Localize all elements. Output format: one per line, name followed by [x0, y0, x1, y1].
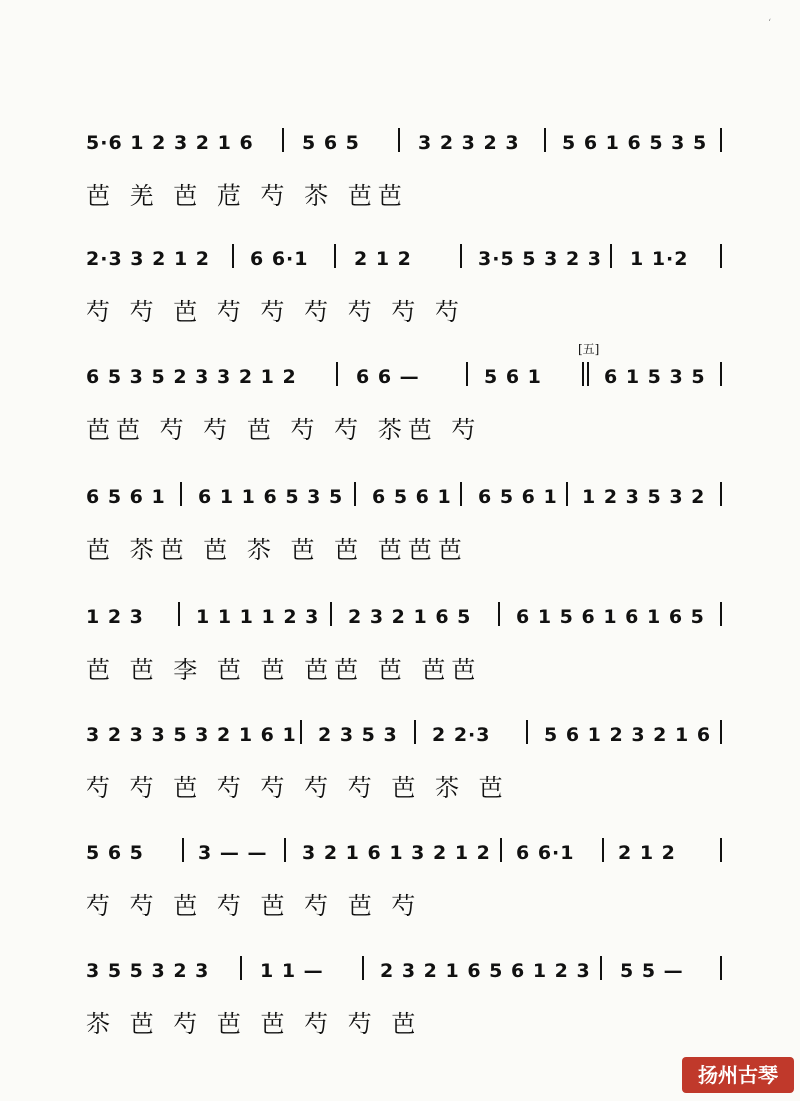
measure-4: 5 5 —	[620, 960, 684, 982]
measure-4: 6 6·1	[516, 842, 575, 864]
tablature-row: 苶 芭 芍 芭 芭 芍 芍 芭	[86, 1010, 422, 1038]
measure-5: 1 1·2	[630, 248, 689, 270]
corner-tick: ‘	[768, 18, 772, 29]
notation-row	[86, 606, 722, 636]
tablature-row: 芍 芍 芭 芍 芭 芍 芭 芍	[86, 892, 422, 920]
measure-4: 3·5 5 3 2 3	[478, 248, 602, 270]
measure-3: 2 3 2 1 6 5 6 1 2 3	[380, 960, 591, 982]
measure-2: 6 6 —	[356, 366, 420, 388]
measure-2: 3 — —	[198, 842, 268, 864]
barline	[336, 362, 338, 386]
measure-4: 5 6 1 2 3 2 1 6	[544, 724, 712, 746]
barline	[334, 244, 336, 268]
barline	[178, 602, 180, 626]
barline	[284, 838, 286, 862]
measure-3: 3 2 3 2 3	[418, 132, 520, 154]
tablature-row: 芍 芍 芭 芍 芍 芍 芍 芭 苶 芭	[86, 774, 509, 802]
barline	[460, 482, 462, 506]
barline	[498, 602, 500, 626]
watermark-logo: 扬州古琴	[682, 1057, 794, 1093]
tablature-row: 芍 芍 芭 芍 芍 芍 芍 芍 芍	[86, 298, 466, 326]
measure-3: 5 6 1	[484, 366, 542, 388]
measure-2: 1 1 1 1 2 3	[196, 606, 320, 628]
barline	[180, 482, 182, 506]
barline	[354, 482, 356, 506]
barline	[362, 956, 364, 980]
measure-2: 6 6·1	[250, 248, 309, 270]
barline	[414, 720, 416, 744]
measure-5: 1 2 3 5 3 2	[582, 486, 706, 508]
tablature-row: 芭芭 芍 芍 芭 芍 芍 苶芭 芍	[86, 416, 482, 444]
barline	[330, 602, 332, 626]
barline	[720, 602, 722, 626]
barline	[720, 482, 722, 506]
barline	[600, 956, 602, 980]
barline	[720, 244, 722, 268]
barline	[720, 128, 722, 152]
measure-4: 5 6 1 6 5 3 5	[562, 132, 708, 154]
measure-4: 6 1 5 3 5	[604, 366, 706, 388]
tablature-row: 芭 羌 芭 苊 芍 苶 芭芭	[86, 182, 408, 210]
measure-4: 6 1 5 6 1 6 1 6 5	[516, 606, 705, 628]
barline	[566, 482, 568, 506]
measure-2: 5 6 5	[302, 132, 360, 154]
barline	[720, 838, 722, 862]
tablature-row: 芭 芭 李 芭 芭 芭芭 芭 芭芭	[86, 656, 482, 684]
measure-1: 6 5 3 5 2 3 3 2 1 2	[86, 366, 297, 388]
measure-3: 2 2·3	[432, 724, 491, 746]
barline	[500, 838, 502, 862]
notation-row	[86, 724, 722, 754]
measure-1: 6 5 6 1	[86, 486, 166, 508]
barline	[602, 838, 604, 862]
measure-2: 1 1 —	[260, 960, 324, 982]
measure-1: 5·6 1 2 3 2 1 6	[86, 132, 254, 154]
measure-3: 2 3 2 1 6 5	[348, 606, 472, 628]
measure-3: 6 5 6 1	[372, 486, 452, 508]
barline	[300, 720, 302, 744]
notation-row	[86, 248, 722, 278]
double-barline	[587, 362, 589, 386]
notation-row	[86, 960, 722, 990]
measure-3: 3 2 1 6 1 3 2 1 2	[302, 842, 491, 864]
measure-5: 2 1 2	[618, 842, 676, 864]
measure-2: 6 1 1 6 5 3 5	[198, 486, 344, 508]
notation-row	[86, 486, 722, 516]
barline	[466, 362, 468, 386]
notation-row	[86, 132, 722, 162]
barline	[610, 244, 612, 268]
barline	[232, 244, 234, 268]
double-barline	[582, 362, 584, 386]
measure-2: 2 3 5 3	[318, 724, 398, 746]
measure-1: 3 2 3 3 5 3 2 1 6 1	[86, 724, 297, 746]
measure-1: 2·3 3 2 1 2	[86, 248, 210, 270]
notation-row	[86, 366, 722, 396]
measure-1: 5 6 5	[86, 842, 144, 864]
barline	[282, 128, 284, 152]
measure-3: 2 1 2	[354, 248, 412, 270]
barline	[398, 128, 400, 152]
barline	[182, 838, 184, 862]
barline	[720, 362, 722, 386]
tablature-row: 芭 苶芭 芭 苶 芭 芭 芭芭芭	[86, 536, 468, 564]
barline	[240, 956, 242, 980]
notation-row	[86, 842, 722, 872]
section-label: [五]	[578, 342, 600, 356]
measure-4: 6 5 6 1	[478, 486, 558, 508]
barline	[526, 720, 528, 744]
barline	[720, 956, 722, 980]
barline	[460, 244, 462, 268]
barline	[544, 128, 546, 152]
measure-1: 3 5 5 3 2 3	[86, 960, 210, 982]
barline	[720, 720, 722, 744]
measure-1: 1 2 3	[86, 606, 144, 628]
